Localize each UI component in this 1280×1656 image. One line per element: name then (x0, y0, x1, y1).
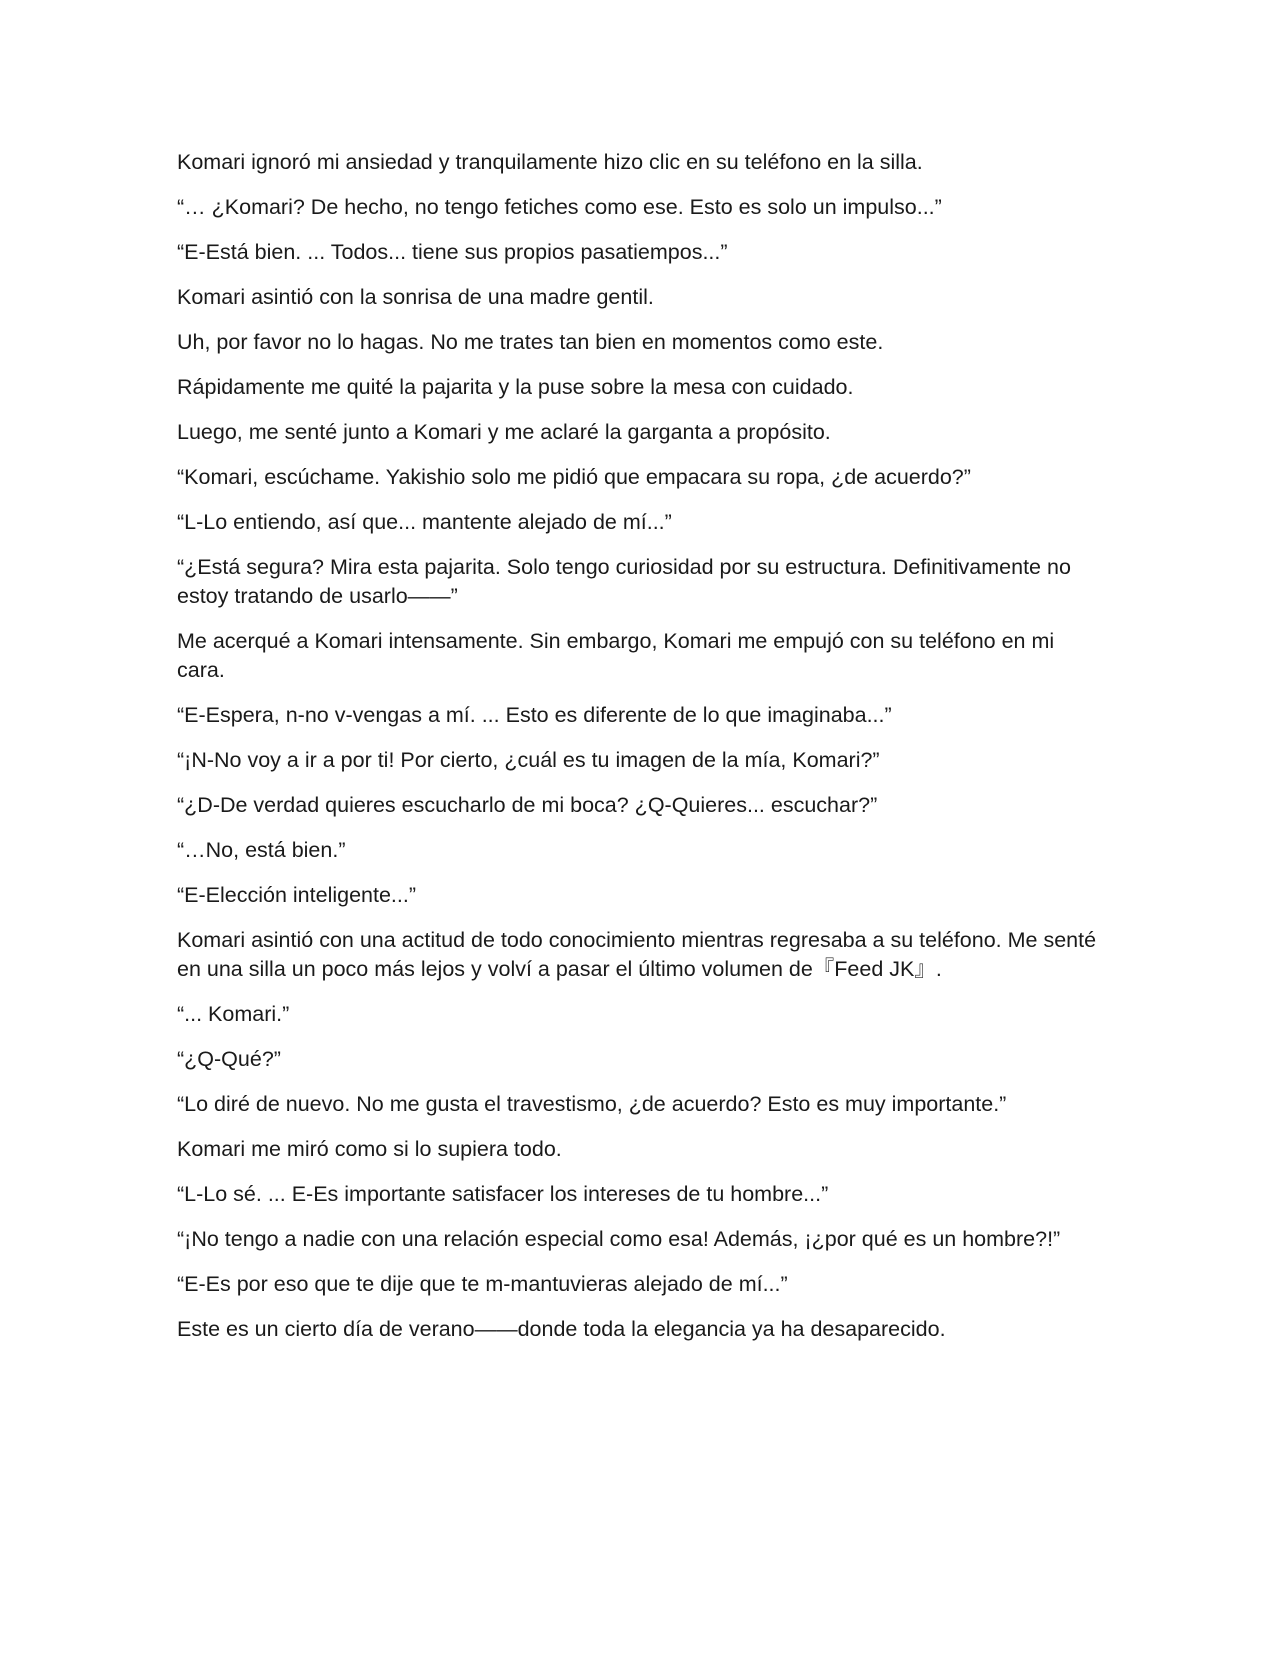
paragraph: “E-Es por eso que te dije que te m-mantuvieras alejado de mí...” (177, 1272, 788, 1296)
paragraph: Komari ignoró mi ansiedad y tranquilamente hizo clic en su teléfono en la silla. (177, 150, 923, 174)
paragraph: “…No, está bien.” (177, 838, 346, 862)
paragraph: “¿Q-Qué?” (177, 1047, 281, 1071)
paragraph: “¡No tengo a nadie con una relación especial como esa! Además, ¡¿por qué es un hombre?!” (177, 1227, 1061, 1251)
paragraph: “¡N-No voy a ir a por ti! Por cierto, ¿cuál es tu imagen de la mía, Komari?” (177, 748, 880, 772)
paragraph: “... Komari.” (177, 1002, 290, 1026)
paragraph: Komari asintió con una actitud de todo conocimiento mientras regresaba a su teléfono. Me senté en una silla un poco más lejos y volví a pasar el último volumen de『Feed JK』. (177, 928, 1097, 981)
paragraph: “E-Espera, n-no v-vengas a mí. ... Esto es diferente de lo que imaginaba...” (177, 703, 892, 727)
paragraph: “E-Elección inteligente...” (177, 883, 416, 907)
paragraph: “L-Lo entiendo, así que... mantente alejado de mí...” (177, 510, 672, 534)
paragraph: Komari asintió con la sonrisa de una madre gentil. (177, 285, 654, 309)
paragraph: “E-Está bien. ... Todos... tiene sus propios pasatiempos...” (177, 240, 728, 264)
document-body (177, 148, 1097, 1360)
paragraph: Este es un cierto día de verano——donde toda la elegancia ya ha desaparecido. (177, 1317, 946, 1341)
paragraph: “… ¿Komari? De hecho, no tengo fetiches como ese. Esto es solo un impulso...” (177, 195, 942, 219)
paragraph: Rápidamente me quité la pajarita y la puse sobre la mesa con cuidado. (177, 375, 854, 399)
paragraph: “Komari, escúchame. Yakishio solo me pidió que empacara su ropa, ¿de acuerdo?” (177, 465, 971, 489)
paragraph: “¿D-De verdad quieres escucharlo de mi boca? ¿Q-Quieres... escuchar?” (177, 793, 878, 817)
paragraph: “¿Está segura? Mira esta pajarita. Solo tengo curiosidad por su estructura. Definitivamente no estoy tratando de usarlo——” (177, 555, 1071, 608)
paragraph: Komari me miró como si lo supiera todo. (177, 1137, 562, 1161)
paragraph: “L-Lo sé. ... E-Es importante satisfacer los intereses de tu hombre...” (177, 1182, 829, 1206)
paragraph: Uh, por favor no lo hagas. No me trates tan bien en momentos como este. (177, 330, 884, 354)
paragraph: “Lo diré de nuevo. No me gusta el travestismo, ¿de acuerdo? Esto es muy importante.” (177, 1092, 1007, 1116)
paragraph: Luego, me senté junto a Komari y me aclaré la garganta a propósito. (177, 420, 831, 444)
paragraph: Me acerqué a Komari intensamente. Sin embargo, Komari me empujó con su teléfono en mi cara. (177, 629, 1055, 682)
